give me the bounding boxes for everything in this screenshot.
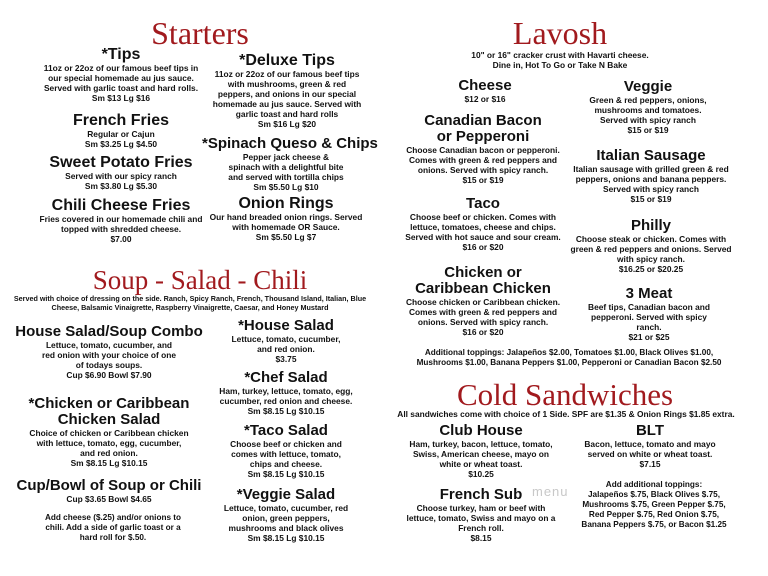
item-name-line2: or Pepperoni xyxy=(436,128,530,145)
item-desc: Fries covered in our homemade chili and topped with shredded cheese. xyxy=(39,214,203,234)
item-price: Sm $16 Lg $20 xyxy=(257,119,317,129)
additional-toppings-title: Add additional toppings: xyxy=(605,480,703,489)
item-name: Cheese xyxy=(458,77,512,94)
menu-item-chicken-caribbean-chicken xyxy=(398,265,568,337)
menu-item-chili-cheese-fries xyxy=(36,197,206,244)
cold-sandwiches-subtitle: All sandwiches come with choice of 1 Side. SPF are $1.35 & Onion Rings $1.85 extra. xyxy=(397,409,735,419)
item-price: $15 or $19 xyxy=(627,125,669,135)
dressing-note: Served with choice of dressing on the side. Ranch, Spicy Ranch, French, Thousand Island, Italian, Blue Cheese, Balsamic Vinaigrette, Raspberry Vinaigrette, Caesar, and Honey Mustard xyxy=(13,294,367,312)
item-price: Sm $8.15 Lg $10.15 xyxy=(70,458,148,468)
lavosh-toppings-2: Mushrooms $1.00, Banana Peppers $1.00, Pepperoni or Canadian Bacon $2.50 xyxy=(416,358,722,367)
item-name: French Sub xyxy=(439,486,523,503)
item-price: $21 or $25 xyxy=(628,332,670,342)
item-name: *Veggie Salad xyxy=(236,486,336,503)
item-name: *Tips xyxy=(101,46,141,63)
item-name: *Deluxe Tips xyxy=(239,52,335,69)
item-desc: Ham, turkey, bacon, lettuce, tomato, Swiss, American cheese, mayo on white or wheat toast. xyxy=(409,439,553,469)
item-desc: Ham, turkey, lettuce, tomato, egg, cucumber, red onion and cheese. xyxy=(219,386,353,406)
item-name: BLT xyxy=(635,422,665,439)
cold-sandwiches-heading: Cold Sandwiches xyxy=(456,377,674,412)
item-price: $7.15 xyxy=(639,459,661,469)
item-price: Sm $5.50 Lg $10 xyxy=(253,182,319,192)
lavosh-toppings-1: Additional toppings: Jalapeños $2.00, Tomatoes $1.00, Black Olives $1.00, xyxy=(424,348,714,357)
item-name: Italian Sausage xyxy=(596,147,706,164)
menu-item-sweet-potato-fries xyxy=(36,154,206,191)
item-price: $3.75 xyxy=(275,354,297,364)
item-price: Sm $8.15 Lg $10.15 xyxy=(247,406,325,416)
item-price: $16 or $20 xyxy=(462,242,504,252)
item-price: $12 or $16 xyxy=(464,94,506,104)
item-name-line1: *Chicken or Caribbean xyxy=(28,395,190,412)
additional-toppings-line: Banana Peppers $.75, or Bacon $1.25 xyxy=(581,520,727,529)
item-price: Sm $13 Lg $16 xyxy=(91,93,151,103)
menu-item-french-fries xyxy=(36,112,206,149)
menu-item-deluxe-tips xyxy=(212,52,362,129)
item-desc: Beef tips, Canadian bacon and pepperoni. Served with spicy ranch. xyxy=(588,302,710,332)
soup-salad-chili-heading: Soup - Salad - Chili xyxy=(92,265,308,295)
item-desc: Choose beef or chicken and comes with lettuce, tomato, chips and cheese. xyxy=(230,439,342,469)
menu-item-philly xyxy=(566,218,736,274)
additional-toppings-line: Mushrooms $.75, Green Pepper $.75, xyxy=(582,500,726,509)
lavosh-heading: Lavosh xyxy=(512,15,608,51)
item-name: Taco xyxy=(466,195,500,212)
menu-item-house-salad xyxy=(206,318,366,364)
item-price: $15 or $19 xyxy=(630,194,672,204)
item-desc: Our hand breaded onion rings. Served with homemade OR Sauce. xyxy=(209,212,363,232)
item-price: $15 or $19 xyxy=(462,175,504,185)
additional-toppings-line: Jalapeños $.75, Black Olives $.75, xyxy=(588,490,720,499)
item-price: $16 or $20 xyxy=(462,327,504,337)
item-desc: Choose beef or chicken. Comes with lettuce, tomatoes, cheese and chips. Served with hot sauce and sour cream. xyxy=(405,212,561,242)
menu-item-onion-rings xyxy=(206,195,366,242)
item-name: *Taco Salad xyxy=(244,422,328,439)
item-desc: Italian sausage with grilled green & red peppers, onions and banana peppers. Served with spicy ranch xyxy=(573,164,729,194)
menu-item-veggie xyxy=(578,79,718,135)
item-desc: 11oz or 22oz of our famous beef tips in our special homemade au jus sauce. Served with garlic toast and hard rolls. xyxy=(43,63,199,93)
item-desc: Bacon, lettuce, tomato and mayo served on white or wheat toast. xyxy=(584,439,716,459)
menu-item-chicken-salad xyxy=(14,396,204,468)
item-price: Sm $3.80 Lg $5.30 xyxy=(84,181,158,191)
item-price: Cup $3.65 Bowl $4.65 xyxy=(66,494,152,504)
item-desc: Lettuce, tomato, cucumber, and red onion. xyxy=(231,334,341,354)
item-desc: Lettuce, tomato, cucumber, and red onion with your choice of one of todays soups. xyxy=(41,340,176,370)
menu-item-italian-sausage xyxy=(566,148,736,204)
menu-item-canadian-bacon-pepperoni xyxy=(398,113,568,185)
item-name-line1: Chicken or xyxy=(444,264,522,281)
item-price: Sm $8.15 Lg $10.15 xyxy=(247,469,325,479)
item-name: House Salad/Soup Combo xyxy=(15,323,203,340)
item-desc: Choose turkey, ham or beef with lettuce, tomato, Swiss and mayo on a French roll. xyxy=(406,503,556,533)
menu-item-spinach-queso xyxy=(202,135,378,192)
item-desc: Served with our spicy ranch xyxy=(65,171,177,181)
menu-item-3-meat xyxy=(574,286,724,342)
item-desc: Green & red peppers, onions, mushrooms and tomatoes. Served with spicy ranch xyxy=(589,95,707,125)
item-desc: Choice of chicken or Caribbean chicken with lettuce, tomato, egg, cucumber, and red onion. xyxy=(29,428,189,458)
menu-item-veggie-salad xyxy=(206,487,366,543)
item-name: Cup/Bowl of Soup or Chili xyxy=(16,477,202,494)
watermark: menu xyxy=(532,484,569,499)
menu-item-cheese xyxy=(410,78,560,104)
item-name: 3 Meat xyxy=(625,285,673,302)
item-price: Cup $6.90 Bowl $7.90 xyxy=(66,370,152,380)
item-price: $16.25 or $20.25 xyxy=(618,264,684,274)
item-name: *House Salad xyxy=(238,317,334,334)
menu-item-house-salad-soup-combo xyxy=(14,324,204,380)
item-price: $10.25 xyxy=(468,469,494,479)
item-desc: 11oz or 22oz of our famous beef tips with mushrooms, green & red peppers, and onions in our special homemade au jus sauce. Served with garlic toast and hard rolls xyxy=(212,69,362,119)
menu-item-blt xyxy=(580,423,720,469)
menu-item-club-house xyxy=(406,423,556,479)
menu-item-taco xyxy=(398,196,568,252)
item-price: $8.15 xyxy=(470,533,492,543)
item-name: Sweet Potato Fries xyxy=(49,154,193,171)
item-name: Chili Cheese Fries xyxy=(51,197,191,214)
item-desc: Choose chicken or Caribbean chicken. Comes with green & red peppers and onions. Served with spicy ranch. xyxy=(405,297,561,327)
item-price: Sm $5.50 Lg $7 xyxy=(255,232,317,242)
chili-add-note: Add cheese ($.25) and/or onions to chili. Add a side of garlic toast or a hard roll for $.50. xyxy=(44,513,182,542)
item-desc: Choose Canadian bacon or pepperoni. Comes with green & red peppers and onions. Served with spicy ranch. xyxy=(406,145,560,175)
item-name-line2: Chicken Salad xyxy=(57,411,161,428)
lavosh-subtitle-2: Dine in, Hot To Go or Take N Bake xyxy=(492,60,628,70)
item-name: Club House xyxy=(439,422,523,439)
item-desc: Regular or Cajun xyxy=(87,129,155,139)
item-price: Sm $8.15 Lg $10.15 xyxy=(247,533,325,543)
menu-item-taco-salad xyxy=(206,423,366,479)
menu-item-tips xyxy=(36,46,206,103)
item-price: Sm $3.25 Lg $4.50 xyxy=(84,139,158,149)
item-name: *Spinach Queso & Chips xyxy=(202,135,378,152)
additional-toppings-line: Red Pepper $.75, Red Onion $.75, xyxy=(588,510,720,519)
item-name-line2: Caribbean Chicken xyxy=(415,280,551,297)
item-desc: Lettuce, tomato, cucumber, red onion, green peppers, mushrooms and black olives xyxy=(223,503,349,533)
menu-item-cup-bowl-soup-chili xyxy=(14,478,204,504)
item-name: *Chef Salad xyxy=(244,369,328,386)
item-name: Onion Rings xyxy=(238,195,334,212)
item-name-line1: Canadian Bacon xyxy=(424,112,542,129)
lavosh-subtitle-1: 10" or 16" cracker crust with Havarti cheese. xyxy=(471,50,649,60)
item-name: Veggie xyxy=(623,78,673,95)
item-desc: Pepper jack cheese & spinach with a delightful bite and served with tortilla chips xyxy=(228,152,344,182)
item-name: French Fries xyxy=(72,112,170,129)
item-price: $7.00 xyxy=(110,234,132,244)
item-name: Philly xyxy=(630,217,671,234)
starters-heading: Starters xyxy=(151,15,249,51)
menu-item-chef-salad xyxy=(206,370,366,416)
item-desc: Choose steak or chicken. Comes with green & red peppers and onions. Served with spicy ranch. xyxy=(570,234,732,264)
additional-toppings xyxy=(574,480,734,530)
